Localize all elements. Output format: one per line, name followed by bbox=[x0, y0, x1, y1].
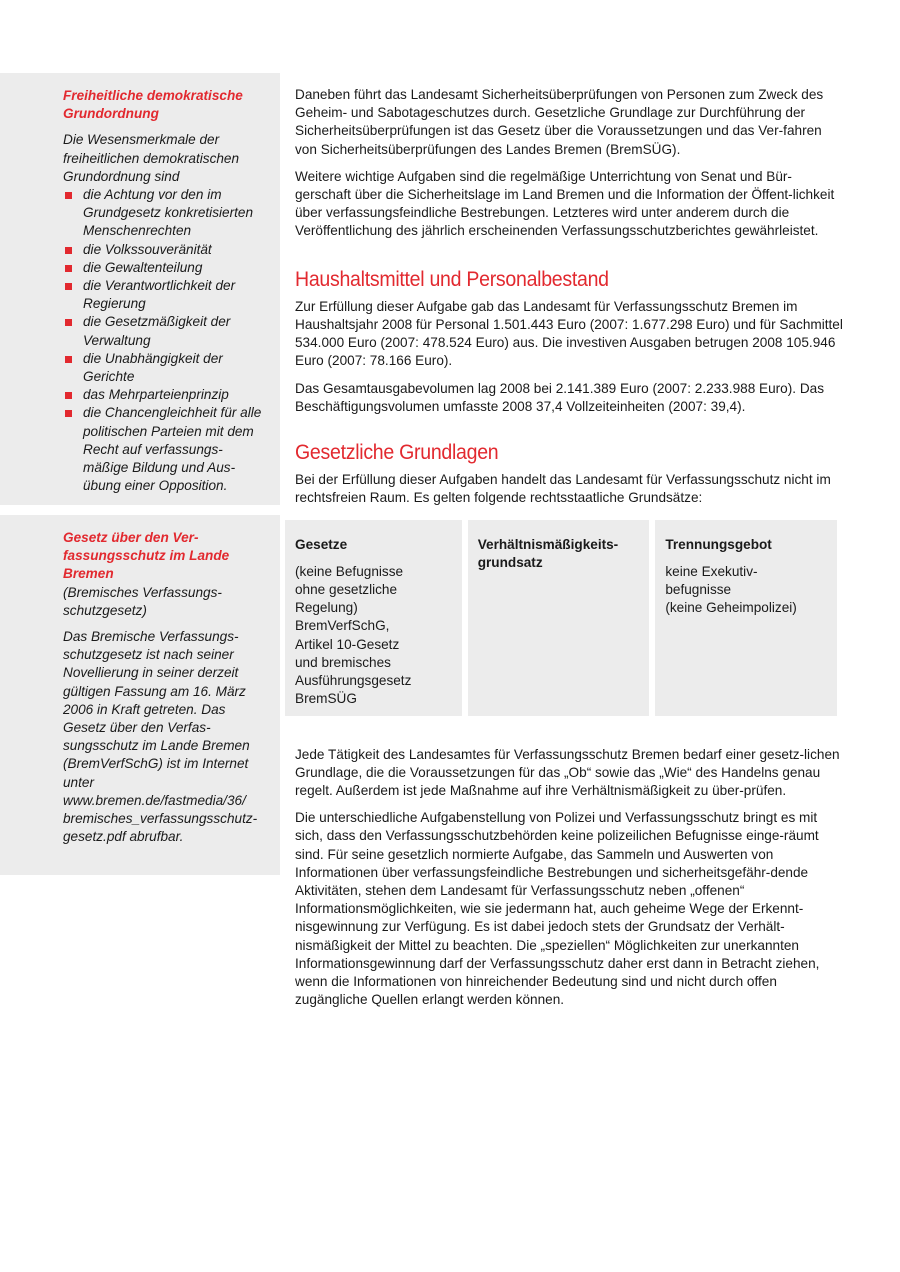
section-heading-budget: Haushaltsmittel und Personalbestand bbox=[295, 267, 609, 291]
sidebar-box-text: Das Bremische Verfassungs-schutzgesetz ist nach seiner Novellierung in seiner derzeit gültigen Fassung am 16. März 2006 in Kraft getreten. Das Gesetz über den Verfas-sungsschutz im Lande Bremen (BremVerfSchG) ist im Internet unter www.bremen.de/fastmedia/36/ bremisches_verfassungsschutz-gesetz.pdf abrufbar. bbox=[63, 629, 258, 845]
principle-title: Gesetze bbox=[295, 536, 348, 552]
main-content bbox=[295, 86, 843, 1019]
principle-title: Trennungsgebot bbox=[665, 536, 772, 552]
principles-table bbox=[285, 520, 837, 716]
principle-body: (keine Befugnisse ohne gesetzliche Regelung) BremVerfSchG, Artikel 10-Gesetz und bremisches Ausführungsgesetz BremSÜG bbox=[295, 563, 412, 707]
principle-title: Verhältnismäßigkeits- grundsatz bbox=[477, 536, 619, 570]
paragraph: Bei der Erfüllung dieser Aufgaben handelt das Landesamt für Verfassungsschutz nicht im rechtsfreien Raum. Es gelten folgende rechtsstaatliche Grundsätze: bbox=[295, 472, 831, 506]
list-item: die Gewaltenteilung bbox=[63, 259, 268, 277]
paragraph: Zur Erfüllung dieser Aufgabe gab das Landesamt für Verfassungsschutz Bremen im Haushaltsjahr 2008 für Personal 1.501.443 Euro (2007: 1.677.298 Euro) und für Sachmittel 534.000 Euro (2007: 478.524 Euro) aus. Die investiven Ausgaben betrugen 2008 105.946 Euro (2007: 78.166 Euro). bbox=[295, 298, 843, 369]
list-item: die Achtung vor den im Grundgesetz konkretisierten Menschenrechten bbox=[63, 186, 268, 241]
principle-column bbox=[655, 520, 837, 716]
sidebar-box-title: Freiheitliche demokratische Grundordnung bbox=[63, 88, 243, 122]
principle-column bbox=[285, 520, 462, 716]
fdgo-list bbox=[63, 186, 268, 495]
section-heading-legal-basis: Gesetzliche Grundlagen bbox=[295, 441, 499, 465]
paragraph: Daneben führt das Landesamt Sicherheitsüberprüfungen von Personen zum Zweck des Geheim- und Sabotageschutzes durch. Gesetzliche Grundlage zur Durchführung der Sicherheitsüberprüfungen ist das Gesetz über die Voraussetzungen und das Ver-fahren von Sicherheitsüberprüfungen des Landes Bremen (BremSÜG). bbox=[295, 87, 824, 157]
principle-column bbox=[468, 520, 650, 716]
paragraph: Weitere wichtige Aufgaben sind die regelmäßige Unterrichtung von Senat und Bür-gerschaft über die Sicherheitslage im Land Bremen und die Information der Öffent-lichkeit über verfassungsfeindliche Bestrebungen. Letzteres wird unter anderem durch die Veröffentlichung des jährlich erscheinenden Verfassungsschutzberichtes gewährleistet. bbox=[295, 168, 835, 239]
paragraph: Jede Tätigkeit des Landesamtes für Verfassungsschutz Bremen bedarf einer gesetz-lichen Grundlage, die die Voraussetzungen für das „Ob“ sowie das „Wie“ des Handelns genau regelt. Außerdem ist jede Maßnahme auf ihre Verhältnismäßigkeit zu über-prüfen. bbox=[295, 746, 840, 799]
principle-body: keine Exekutiv- befugnisse (keine Geheimpolizei) bbox=[665, 563, 797, 616]
sidebar-box-intro: Die Wesensmerkmale der freiheitlichen demokratischen Grundordnung sind bbox=[63, 132, 240, 184]
paragraph: Die unterschiedliche Aufgabenstellung von Polizei und Verfassungsschutz bringt es mit sich, dass den Verfassungsschutzbehörden keine polizeilichen Befugnisse einge-räumt sind. Für seine gesetzlich normierte Aufgabe, das Sammeln und Auswerten von Informationen über verfassungsfeindliche Bestrebungen und sicherheitsgefähr-dende Aktivitäten, stehen dem Landesamt für Verfassungsschutz neben „offenen“ Informationsmöglichkeiten, wie sie jedermann hat, auch geheime Wege der Erkennt-nisgewinnung zur Verfügung. Es ist dabei jedoch stets der Grundsatz der Verhält-nismäßigkeit der Mittel zu beachten. Die „speziellen“ Möglichkeiten zur unerkannten Informationsgewinnung darf der Verfassungsschutz daher erst dann in Betracht ziehen, wenn die Informationen von hinreichender Bedeutung sind und nicht durch offen zugängliche Quellen erlangt werden können. bbox=[295, 810, 820, 1008]
sidebar-box-law bbox=[0, 515, 280, 875]
list-item: das Mehrparteienprinzip bbox=[63, 386, 268, 404]
list-item: die Volkssouveränität bbox=[63, 241, 268, 259]
sidebar-box-subtitle: (Bremisches Verfassungs-schutzgesetz) bbox=[63, 584, 222, 618]
list-item: die Chancengleichheit für alle politischen Parteien mit dem Recht auf verfassungs-mäßige Bildung und Aus-übung einer Opposition. bbox=[63, 404, 268, 495]
sidebar-box-fdgo bbox=[0, 73, 280, 505]
list-item: die Unabhängigkeit der Gerichte bbox=[63, 350, 268, 386]
list-item: die Verantwortlichkeit der Regierung bbox=[63, 277, 268, 313]
paragraph: Das Gesamtausgabevolumen lag 2008 bei 2.141.389 Euro (2007: 2.233.988 Euro). Das Beschäftigungsvolumen umfasste 2008 37,4 Vollzeiteinheiten (2007: 39,4). bbox=[295, 380, 824, 414]
list-item: die Gesetzmäßigkeit der Verwaltung bbox=[63, 313, 268, 349]
sidebar-box-title: Gesetz über den Ver-fassungsschutz im Lande Bremen bbox=[63, 530, 230, 582]
